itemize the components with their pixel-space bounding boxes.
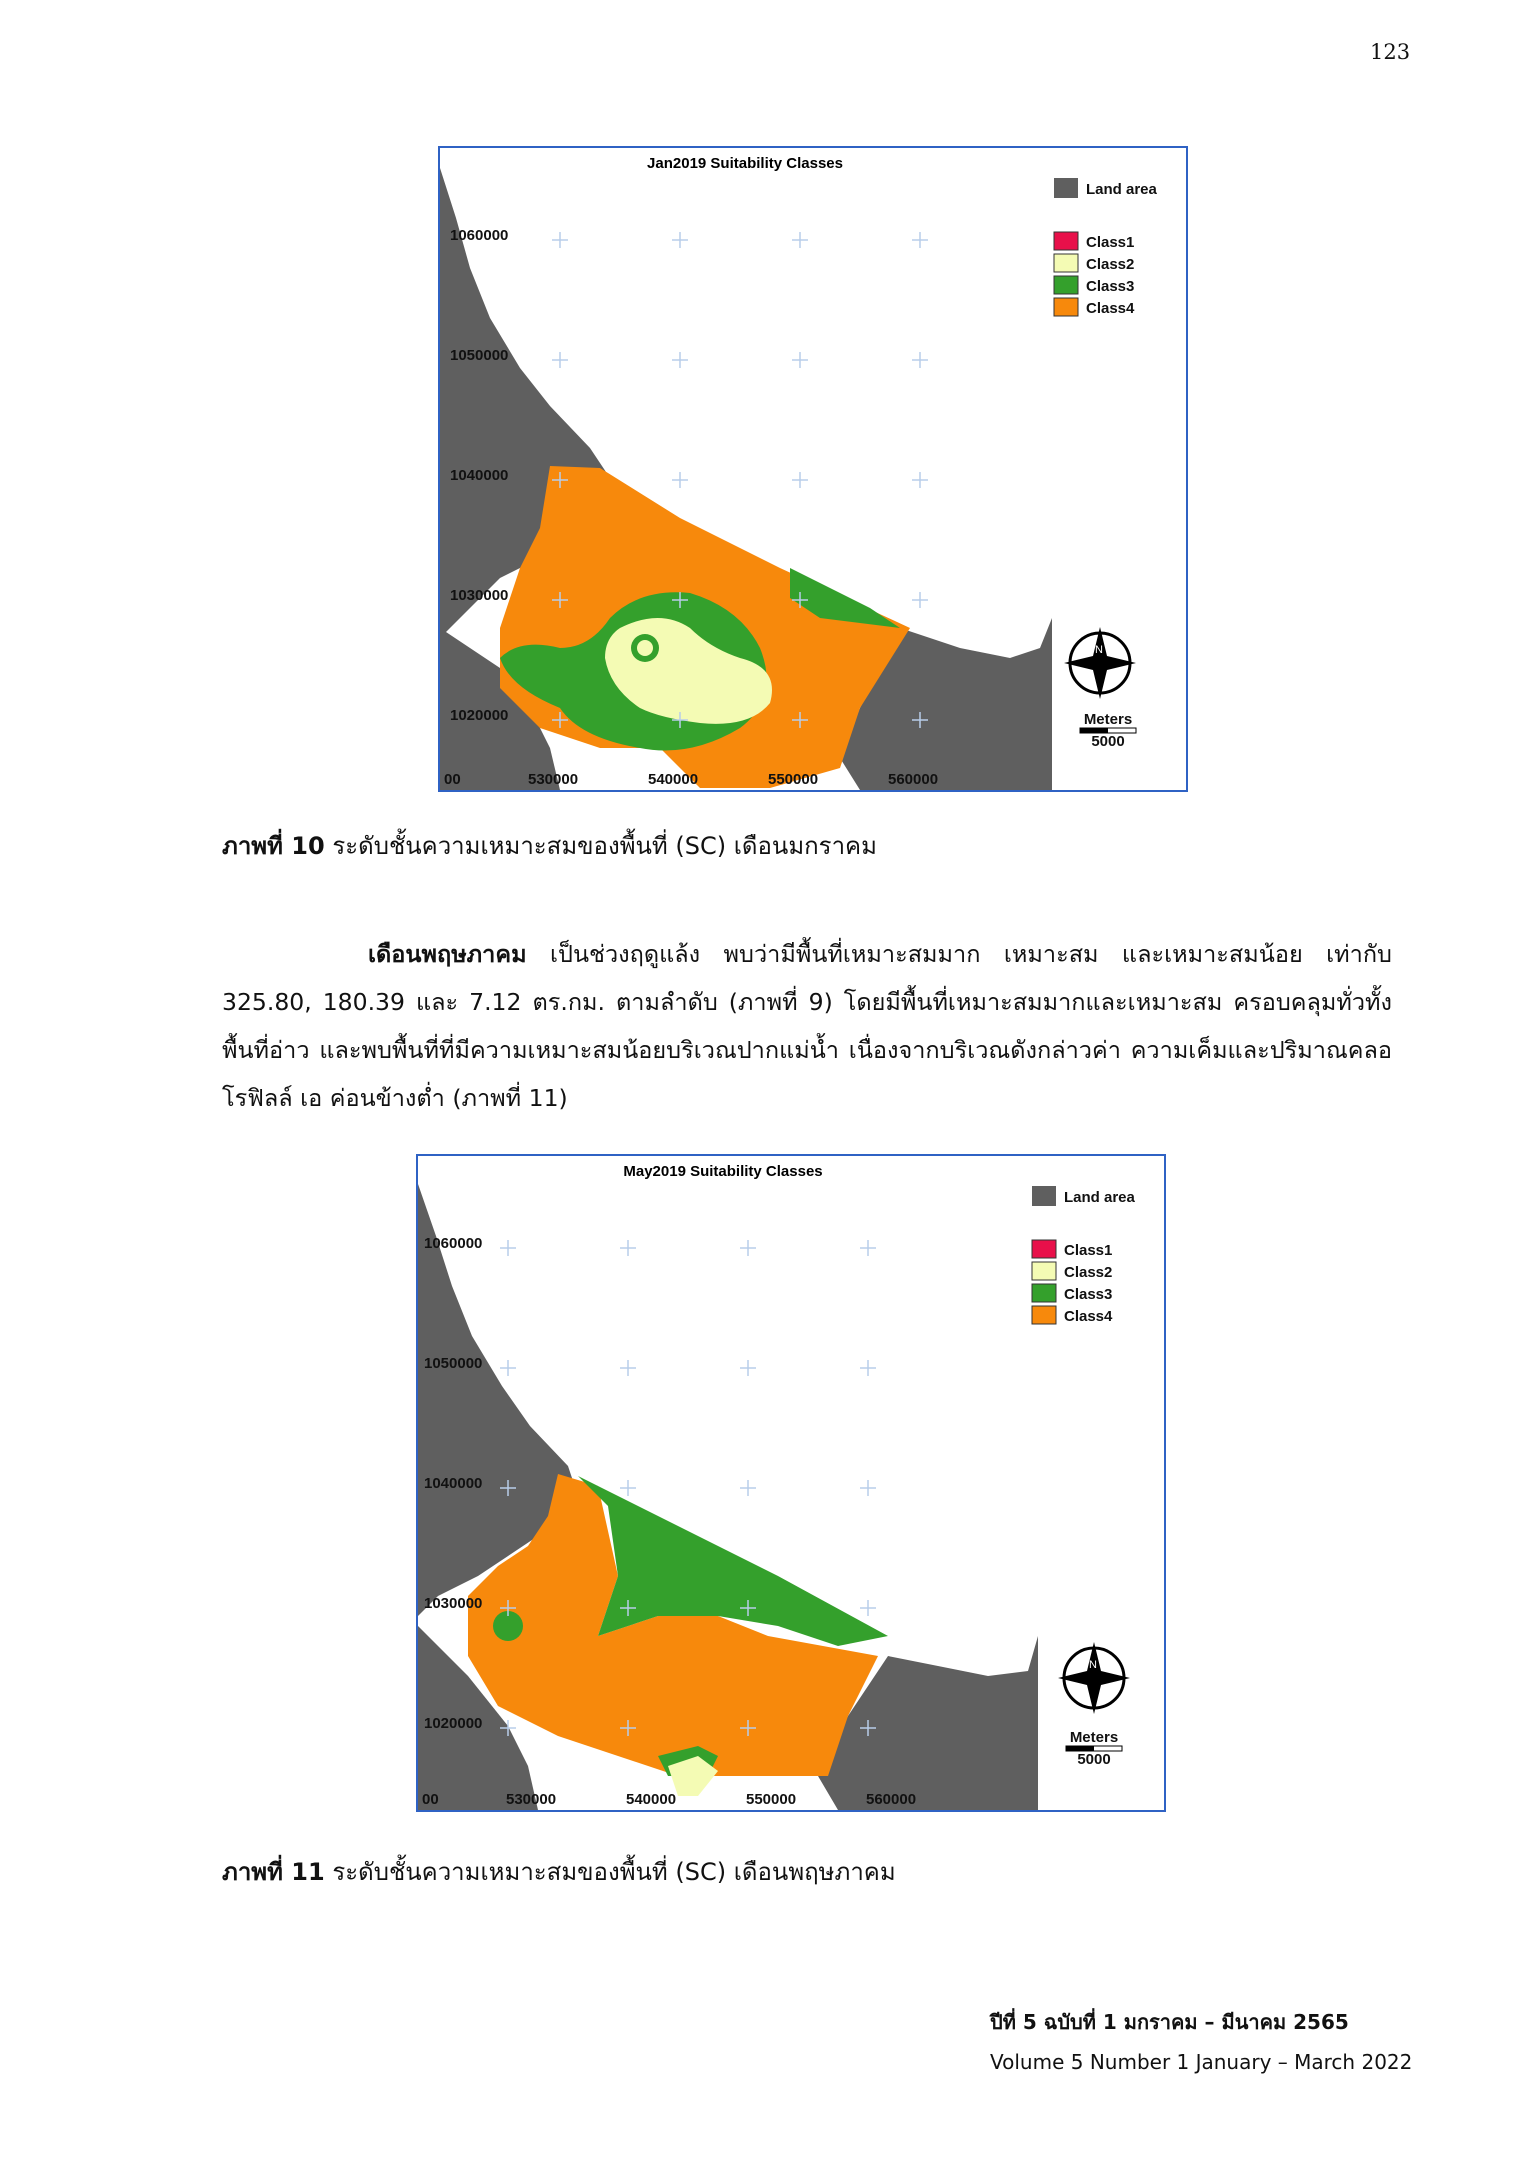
y-tick-label: 1020000 [424,1715,483,1732]
caption-text: ระดับชั้นความเหมาะสมของพื้นที่ (SC) เดือนมกราคม [332,832,877,860]
legend-swatch-class1 [1032,1240,1056,1258]
legend-label-land: Land area [1086,181,1157,198]
legend-swatch-class3 [1054,276,1078,294]
y-tick-label: 1050000 [450,347,509,364]
y-tick-label: 1040000 [450,467,509,484]
x-tick-label: 550000 [768,771,819,788]
legend-swatch-class2 [1032,1262,1056,1280]
figure-caption-11 [222,1852,896,1891]
legend-swatch-class3 [1032,1284,1056,1302]
legend-swatch-land [1054,178,1078,198]
x-tick-label: 00 [444,771,461,788]
map-title: Jan2019 Suitability Classes [647,155,843,172]
paragraph-text: เป็นช่วงฤดูแล้ง พบว่ามีพื้นที่เหมาะสมมาก เหมาะสม และเหมาะสมน้อย เท่ากับ 325.80, 180.39 และ 7.12 ตร.กม. ตามลำดับ (ภาพที่ 9) โดยมีพื้นที่เหมาะสมมากและเหมาะสม ครอบคลุมทั่วทั้งพื้นที่อ่าว และพบพื้นที่ที่มีความเหมาะสมน้อยบริเวณปากแม่น้ำ เนื่องจากบริเวณดังกล่าวค่า ความเค็มและปริมาณคลอโรฟิลล์ เอ ค่อนข้างต่ำ (ภาพที่ 11) [222,940,1392,1112]
legend-label-class2: Class2 [1086,256,1135,273]
caption-label: ภาพที่ 11 [222,1858,325,1886]
caption-text: ระดับชั้นความเหมาะสมของพื้นที่ (SC) เดือนพฤษภาคม [332,1858,896,1886]
x-tick-label: 540000 [626,1791,677,1808]
map-may2019 [418,1156,1164,1810]
figure-may2019-map [416,1154,1166,1812]
scale-value: 5000 [1077,1751,1111,1768]
y-tick-label: 1060000 [450,227,509,244]
legend-label-class3: Class3 [1064,1286,1113,1303]
y-tick-label: 1060000 [424,1235,483,1252]
page-number: 123 [1370,40,1411,64]
x-tick-label: 550000 [746,1791,797,1808]
legend-swatch-class1 [1054,232,1078,250]
x-tick-label: 530000 [506,1791,557,1808]
figure-jan2019-map [438,146,1188,792]
paragraph-lead: เดือนพฤษภาคม [368,940,527,968]
legend-swatch-land [1032,1186,1056,1206]
caption-label: ภาพที่ 10 [222,832,325,860]
legend-label-land: Land area [1064,1189,1135,1206]
legend-label-class1: Class1 [1086,234,1135,251]
y-tick-label: 1040000 [424,1475,483,1492]
legend-swatch-class4 [1054,298,1078,316]
figure-caption-10 [222,826,877,865]
y-tick-label: 1030000 [450,587,509,604]
footer-thai: ปีที่ 5 ฉบับที่ 1 มกราคม – มีนาคม 2565 [990,2010,1349,2034]
x-tick-label: 530000 [528,771,579,788]
legend-label-class3: Class3 [1086,278,1135,295]
x-tick-label: 560000 [866,1791,917,1808]
map-title: May2019 Suitability Classes [623,1163,823,1180]
legend-swatch-class2 [1054,254,1078,272]
scale-value: 5000 [1091,733,1125,750]
scale-label: Meters [1083,711,1133,728]
north-label: N [1095,644,1103,656]
x-tick-label: 560000 [888,771,939,788]
y-tick-label: 1030000 [424,1595,483,1612]
scale-label: Meters [1069,1729,1119,1746]
body-paragraph [222,930,1392,1122]
x-tick-label: 00 [422,1791,439,1808]
legend-label-class1: Class1 [1064,1242,1113,1259]
y-tick-label: 1050000 [424,1355,483,1372]
legend-swatch-class4 [1032,1306,1056,1324]
legend-label-class4: Class4 [1086,300,1135,317]
legend-label-class4: Class4 [1064,1308,1113,1325]
map-jan2019 [440,148,1186,790]
north-label: N [1089,1659,1097,1671]
footer-english: Volume 5 Number 1 January – March 2022 [990,2050,1413,2074]
y-tick-label: 1020000 [450,707,509,724]
x-tick-label: 540000 [648,771,699,788]
legend-label-class2: Class2 [1064,1264,1113,1281]
